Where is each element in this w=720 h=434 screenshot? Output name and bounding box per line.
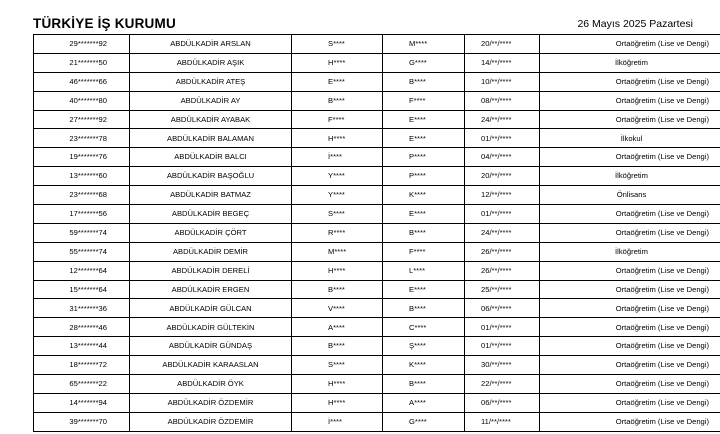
- birth-date-cell: 01/**/****: [465, 205, 540, 224]
- masked-id-cell: 65*******22: [34, 375, 130, 394]
- father-initial-cell: H****: [292, 261, 383, 280]
- table-row: [34, 280, 720, 299]
- full-name-cell: ABDÜLKADİR ERGEN: [130, 280, 292, 299]
- masked-id-cell: 31*******36: [34, 299, 130, 318]
- birth-date-cell: 26/**/****: [465, 242, 540, 261]
- father-initial-cell: İ****: [292, 412, 383, 431]
- birth-date-cell: 26/**/****: [465, 261, 540, 280]
- mother-initial-cell: M****: [383, 35, 465, 54]
- table-row: [34, 375, 720, 394]
- document-header: [33, 16, 693, 36]
- education-cell: İlköğretim: [540, 53, 720, 72]
- birth-date-cell: 01/**/****: [465, 337, 540, 356]
- education-cell: Ortaöğretim (Lise ve Dengi): [540, 205, 720, 224]
- table-row: [34, 205, 720, 224]
- father-initial-cell: B****: [292, 337, 383, 356]
- full-name-cell: ABDÜLKADİR AY: [130, 91, 292, 110]
- masked-id-cell: 15*******64: [34, 280, 130, 299]
- masked-id-cell: 12*******64: [34, 261, 130, 280]
- table-row: [34, 110, 720, 129]
- birth-date-cell: 22/**/****: [465, 375, 540, 394]
- full-name-cell: ABDÜLKADİR BEGEÇ: [130, 205, 292, 224]
- birth-date-cell: 11/**/****: [465, 412, 540, 431]
- table-row: [34, 223, 720, 242]
- education-cell: Ortaöğretim (Lise ve Dengi): [540, 261, 720, 280]
- full-name-cell: ABDÜLKADİR AYABAK: [130, 110, 292, 129]
- masked-id-cell: 28*******46: [34, 318, 130, 337]
- birth-date-cell: 24/**/****: [465, 223, 540, 242]
- father-initial-cell: B****: [292, 91, 383, 110]
- full-name-cell: ABDÜLKADİR ATEŞ: [130, 72, 292, 91]
- table-row: [34, 186, 720, 205]
- document-date: 26 Mayıs 2025 Pazartesi: [577, 18, 693, 30]
- education-cell: Ortaöğretim (Lise ve Dengi): [540, 223, 720, 242]
- mother-initial-cell: Ş****: [383, 337, 465, 356]
- records-table-body: [34, 35, 720, 432]
- full-name-cell: ABDÜLKADİR GÜLTEKİN: [130, 318, 292, 337]
- mother-initial-cell: E****: [383, 205, 465, 224]
- mother-initial-cell: B****: [383, 299, 465, 318]
- mother-initial-cell: K****: [383, 356, 465, 375]
- birth-date-cell: 30/**/****: [465, 356, 540, 375]
- father-initial-cell: M****: [292, 242, 383, 261]
- full-name-cell: ABDÜLKADİR BALCI: [130, 148, 292, 167]
- full-name-cell: ABDÜLKADİR GÜNDAŞ: [130, 337, 292, 356]
- father-initial-cell: H****: [292, 393, 383, 412]
- birth-date-cell: 25/**/****: [465, 280, 540, 299]
- full-name-cell: ABDÜLKADİR DEMİR: [130, 242, 292, 261]
- birth-date-cell: 04/**/****: [465, 148, 540, 167]
- mother-initial-cell: L****: [383, 261, 465, 280]
- mother-initial-cell: G****: [383, 412, 465, 431]
- masked-id-cell: 59*******74: [34, 223, 130, 242]
- full-name-cell: ABDÜLKADİR DERELİ: [130, 261, 292, 280]
- mother-initial-cell: A****: [383, 393, 465, 412]
- father-initial-cell: F****: [292, 110, 383, 129]
- father-initial-cell: H****: [292, 129, 383, 148]
- mother-initial-cell: F****: [383, 91, 465, 110]
- mother-initial-cell: B****: [383, 72, 465, 91]
- table-row: [34, 53, 720, 72]
- birth-date-cell: 01/**/****: [465, 129, 540, 148]
- organization-title: TÜRKİYE İŞ KURUMU: [33, 16, 176, 31]
- education-cell: İlköğretim: [540, 167, 720, 186]
- education-cell: Ortaöğretim (Lise ve Dengi): [540, 412, 720, 431]
- mother-initial-cell: E****: [383, 110, 465, 129]
- mother-initial-cell: P****: [383, 148, 465, 167]
- education-cell: Ortaöğretim (Lise ve Dengi): [540, 110, 720, 129]
- birth-date-cell: 08/**/****: [465, 91, 540, 110]
- full-name-cell: ABDÜLKADİR BATMAZ: [130, 186, 292, 205]
- birth-date-cell: 20/**/****: [465, 35, 540, 54]
- father-initial-cell: Y****: [292, 167, 383, 186]
- table-row: [34, 129, 720, 148]
- full-name-cell: ABDÜLKADİR GÜLCAN: [130, 299, 292, 318]
- table-row: [34, 91, 720, 110]
- education-cell: Ortaöğretim (Lise ve Dengi): [540, 337, 720, 356]
- education-cell: İlkokul: [540, 129, 720, 148]
- full-name-cell: ABDÜLKADİR ÖZDEMİR: [130, 393, 292, 412]
- full-name-cell: ABDÜLKADİR BAŞOĞLU: [130, 167, 292, 186]
- father-initial-cell: H****: [292, 53, 383, 72]
- mother-initial-cell: B****: [383, 375, 465, 394]
- mother-initial-cell: E****: [383, 280, 465, 299]
- masked-id-cell: 39*******70: [34, 412, 130, 431]
- birth-date-cell: 06/**/****: [465, 393, 540, 412]
- table-row: [34, 393, 720, 412]
- masked-id-cell: 46*******66: [34, 72, 130, 91]
- education-cell: Önlisans: [540, 186, 720, 205]
- father-initial-cell: A****: [292, 318, 383, 337]
- education-cell: Ortaöğretim (Lise ve Dengi): [540, 356, 720, 375]
- table-row: [34, 337, 720, 356]
- mother-initial-cell: G****: [383, 53, 465, 72]
- full-name-cell: ABDÜLKADİR BALAMAN: [130, 129, 292, 148]
- full-name-cell: ABDÜLKADİR AŞIK: [130, 53, 292, 72]
- education-cell: Ortaöğretim (Lise ve Dengi): [540, 35, 720, 54]
- masked-id-cell: 21*******50: [34, 53, 130, 72]
- masked-id-cell: 13*******44: [34, 337, 130, 356]
- mother-initial-cell: F****: [383, 242, 465, 261]
- full-name-cell: ABDÜLKADİR ARSLAN: [130, 35, 292, 54]
- table-row: [34, 261, 720, 280]
- father-initial-cell: E****: [292, 72, 383, 91]
- education-cell: Ortaöğretim (Lise ve Dengi): [540, 280, 720, 299]
- table-row: [34, 167, 720, 186]
- father-initial-cell: Y****: [292, 186, 383, 205]
- birth-date-cell: 01/**/****: [465, 318, 540, 337]
- masked-id-cell: 55*******74: [34, 242, 130, 261]
- full-name-cell: ABDÜLKADİR ÖYK: [130, 375, 292, 394]
- education-cell: Ortaöğretim (Lise ve Dengi): [540, 299, 720, 318]
- mother-initial-cell: C****: [383, 318, 465, 337]
- father-initial-cell: S****: [292, 205, 383, 224]
- table-row: [34, 35, 720, 54]
- birth-date-cell: 12/**/****: [465, 186, 540, 205]
- mother-initial-cell: B****: [383, 223, 465, 242]
- full-name-cell: ABDÜLKADİR ÖZDEMİR: [130, 412, 292, 431]
- masked-id-cell: 23*******68: [34, 186, 130, 205]
- masked-id-cell: 18*******72: [34, 356, 130, 375]
- father-initial-cell: S****: [292, 35, 383, 54]
- father-initial-cell: S****: [292, 356, 383, 375]
- father-initial-cell: H****: [292, 375, 383, 394]
- masked-id-cell: 29*******92: [34, 35, 130, 54]
- birth-date-cell: 10/**/****: [465, 72, 540, 91]
- records-table: [33, 34, 720, 432]
- masked-id-cell: 23*******78: [34, 129, 130, 148]
- table-row: [34, 72, 720, 91]
- father-initial-cell: R****: [292, 223, 383, 242]
- records-table-container: [33, 34, 720, 432]
- mother-initial-cell: P****: [383, 167, 465, 186]
- education-cell: İlköğretim: [540, 242, 720, 261]
- full-name-cell: ABDÜLKADİR KARAASLAN: [130, 356, 292, 375]
- education-cell: Ortaöğretim (Lise ve Dengi): [540, 375, 720, 394]
- birth-date-cell: 14/**/****: [465, 53, 540, 72]
- birth-date-cell: 20/**/****: [465, 167, 540, 186]
- mother-initial-cell: K****: [383, 186, 465, 205]
- birth-date-cell: 06/**/****: [465, 299, 540, 318]
- education-cell: Ortaöğretim (Lise ve Dengi): [540, 318, 720, 337]
- masked-id-cell: 17*******56: [34, 205, 130, 224]
- table-row: [34, 299, 720, 318]
- education-cell: Ortaöğretim (Lise ve Dengi): [540, 72, 720, 91]
- education-cell: Ortaöğretim (Lise ve Dengi): [540, 91, 720, 110]
- education-cell: Ortaöğretim (Lise ve Dengi): [540, 148, 720, 167]
- table-row: [34, 412, 720, 431]
- father-initial-cell: B****: [292, 280, 383, 299]
- father-initial-cell: İ****: [292, 148, 383, 167]
- father-initial-cell: V****: [292, 299, 383, 318]
- table-row: [34, 318, 720, 337]
- masked-id-cell: 40*******80: [34, 91, 130, 110]
- mother-initial-cell: E****: [383, 129, 465, 148]
- table-row: [34, 356, 720, 375]
- education-cell: Ortaöğretim (Lise ve Dengi): [540, 393, 720, 412]
- table-row: [34, 242, 720, 261]
- masked-id-cell: 27*******92: [34, 110, 130, 129]
- birth-date-cell: 24/**/****: [465, 110, 540, 129]
- masked-id-cell: 14*******94: [34, 393, 130, 412]
- table-row: [34, 148, 720, 167]
- masked-id-cell: 19*******76: [34, 148, 130, 167]
- full-name-cell: ABDÜLKADİR ÇÖRT: [130, 223, 292, 242]
- masked-id-cell: 13*******60: [34, 167, 130, 186]
